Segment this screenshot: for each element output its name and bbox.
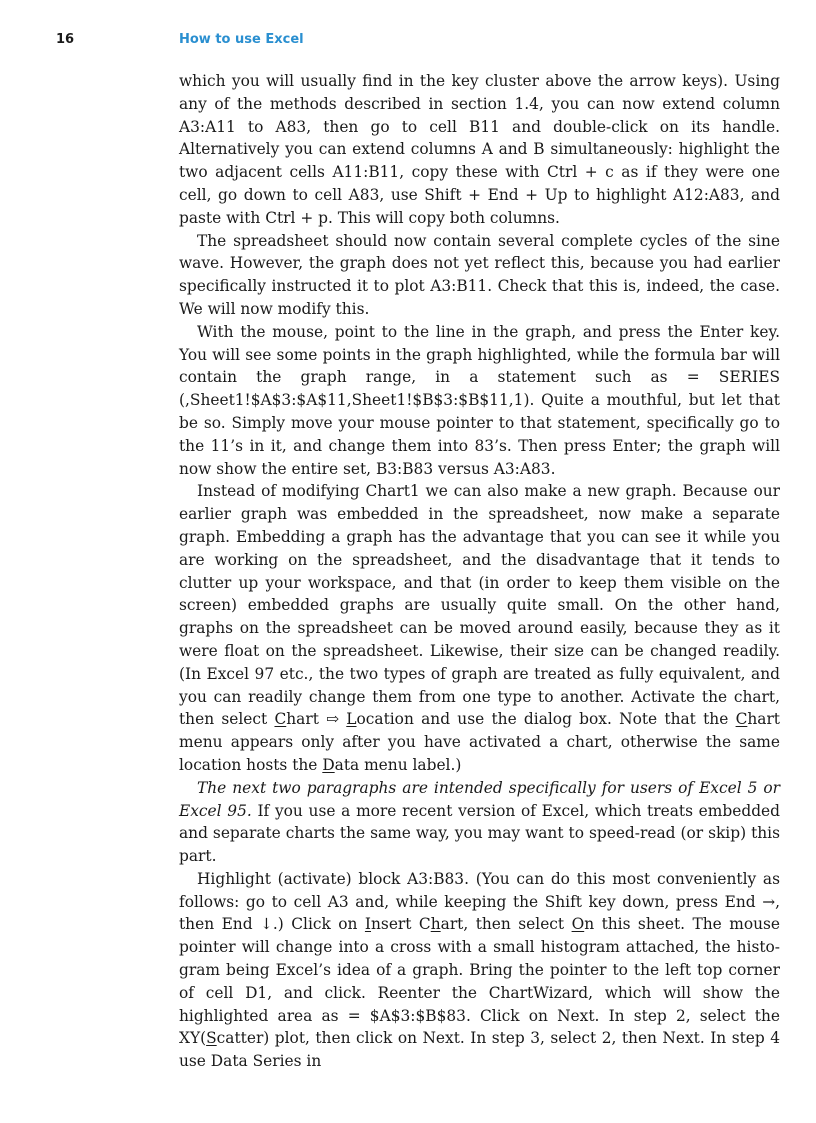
menu-text-chart: hart ⇨ xyxy=(286,710,347,729)
menu-mnemonic-chart: C xyxy=(274,710,287,729)
page-number: 16 xyxy=(56,32,75,47)
menu-mnemonic-chart-2: C xyxy=(735,710,748,729)
paragraph-5 xyxy=(179,777,780,868)
menu-text-chart-2: hart menu appears only after you have activated a chart, otherwise the same location hosts the xyxy=(179,710,780,774)
paragraph-4 xyxy=(179,480,780,776)
paragraph-5-text: If you use a more recent version of Excel, which treats embedded and separate charts the same way, you may want to speed-read (or skip) this part. xyxy=(179,801,781,866)
menu-mnemonic-location: L xyxy=(346,710,357,729)
menu-text-on: n this sheet. The mouse pointer will change into a cross with a small histogram attached, the histo-gram being Excel’s idea of a graph. Bring the pointer to the left top corner of cell D1, and click. Reenter the ChartWizard, which will show the highlighted area as = $A$3:$B$83. Click on Next. In step 2, select the XY( xyxy=(179,915,781,1048)
menu-text-data: ata menu label.) xyxy=(334,755,462,774)
paragraph-4-text: Instead of modifying Chart1 we can also make a new graph. Because our earlier graph was embedded in the spreadsheet, now make a separate graph. Embedding a graph has the advantage that you can see it while you are working on the spreadsheet, and the disadvantage that it tends to clutter up your workspace, and that (in order to keep them visible on the screen) embedded graphs are usually quite small. On the other hand, graphs on the spreadsheet can be moved around easily, because they as it were float on the spreadsheet. Likewise, their size can be changed readily. (In Excel 97 etc., the two types of graph are treated as fully equivalent, and you can readily change them from one type to another. Activate the chart, then select xyxy=(179,482,780,729)
menu-text-chart-h: art, then select xyxy=(440,915,572,934)
body-text xyxy=(179,70,780,1073)
menu-text-scatter: catter) plot, then click on Next. In step 3, select 2, then Next. In step 4 use Data Series in xyxy=(179,1029,780,1071)
paragraph-3: With the mouse, point to the line in the graph, and press the Enter key. You will see some points in the graph highlighted, while the formula bar will contain the graph range, in a statement such as = SERIES (,Sheet1!$A$3:$A$11,Sheet1!$B$3:$B$11,1). Quite a mouthful, but let that be so. Simply move your mouse pointer to that statement, specifically go to the 11’s in it, and change them into 83’s. Then press Enter; the graph will now show the entire set, B3:B83 versus A3:A83. xyxy=(179,322,780,478)
paragraph-1: which you will usually find in the key cluster above the arrow keys). Using any of the methods described in section 1.4, you can now extend column A3:A11 to A83, then go to cell B11 and double-click on its handle. Alternatively you can extend columns A and B simultaneously: highlight the two adjacent cells A11:B11, copy these with Ctrl + c as if they were one cell, go down to cell A83, use Shift + End + Up to highlight A12:A83, and paste with Ctrl + p. This will copy both columns. xyxy=(179,72,780,227)
paragraph-2: The spreadsheet should now contain several complete cycles of the sine wave. However, the graph does not yet reflect this, because you had earlier specifically instructed it to plot A3:B11. Check that this is, indeed, the case. We will now modify this. xyxy=(179,231,780,318)
menu-text-location: ocation and use the dialog box. Note that the xyxy=(356,710,736,729)
menu-mnemonic-data: D xyxy=(322,755,335,774)
paragraph-6-text: Highlight (activate) block A3:B83. (You can do this most conveniently as follows: go to cell A3 and, while keeping the Shift key down, press End →, then End ↓.) Click on xyxy=(179,869,780,934)
menu-mnemonic-insert: I xyxy=(364,915,372,934)
menu-mnemonic-on: O xyxy=(571,915,585,934)
running-head-title: How to use Excel xyxy=(179,32,304,47)
italic-note: The next two paragraphs are intended specifically for users of Excel 5 or Excel 95. xyxy=(179,778,780,820)
menu-text-insert: nsert C xyxy=(371,915,431,934)
menu-mnemonic-chart-h: h xyxy=(430,915,441,934)
menu-mnemonic-scatter: S xyxy=(206,1029,217,1048)
paragraph-6 xyxy=(179,868,780,1073)
